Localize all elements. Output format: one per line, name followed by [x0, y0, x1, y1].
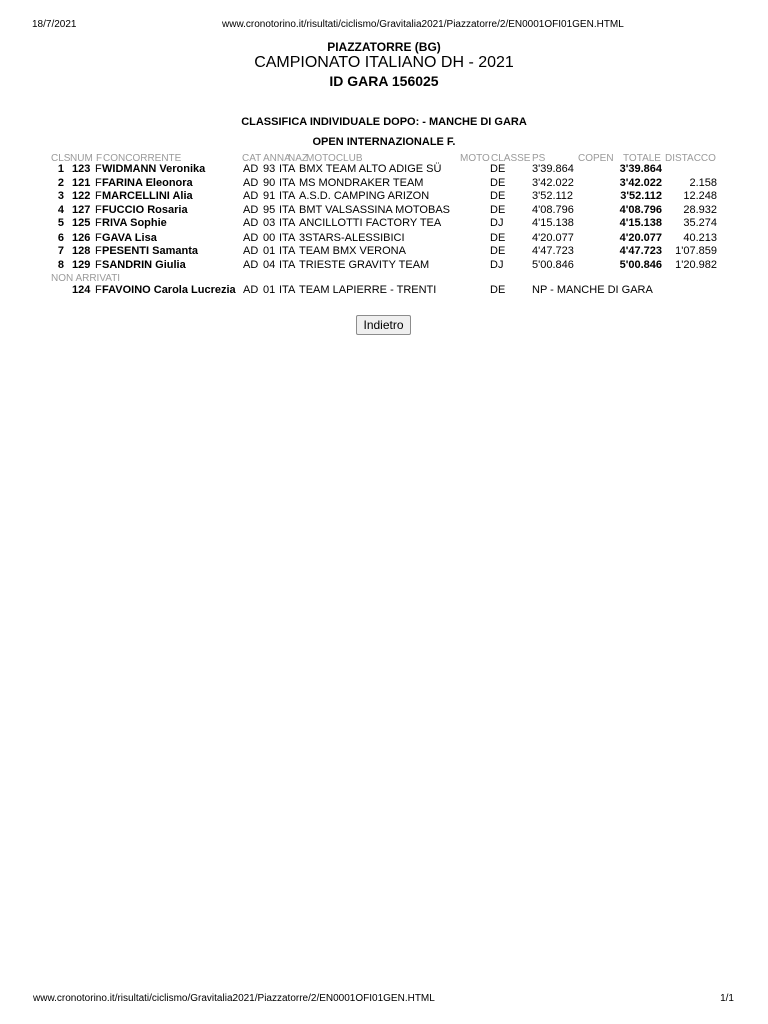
row-club: TEAM LAPIERRE - TRENTI — [299, 284, 437, 296]
row-sex: F — [95, 190, 102, 202]
row-sex: F — [95, 245, 102, 257]
print-url: www.cronotorino.it/risultati/ciclismo/Gravitalia2021/Piazzatorre/2/EN0001OFI01GEN.HTML — [222, 19, 624, 30]
col-motoclub: MOTOCLUB — [306, 153, 363, 164]
row-sex: F — [95, 204, 102, 216]
category-title: OPEN INTERNAZIONALE F. — [312, 136, 456, 148]
row-naz: ITA — [279, 190, 296, 202]
race-id: ID GARA 156025 — [329, 73, 439, 89]
row-cat: AD — [243, 232, 259, 244]
row-anno: 01 — [263, 284, 276, 296]
non-arrivati-label: NON ARRIVATI — [51, 273, 121, 284]
row-gap: 12.248 — [683, 190, 717, 202]
row-num: 124 — [72, 284, 91, 296]
row-ps: 5'00.846 — [532, 259, 574, 271]
row-cls: 3 — [57, 190, 64, 202]
row-cls: 1 — [57, 163, 64, 175]
row-anno: 93 — [263, 163, 276, 175]
row-name: FAVOINO Carola Lucrezia — [102, 284, 236, 296]
row-anno: 00 — [263, 232, 276, 244]
row-total: 4'15.138 — [619, 217, 662, 229]
row-num: 121 — [72, 177, 91, 189]
event-location: PIAZZATORRE (BG) — [327, 40, 441, 54]
print-page-number: 1/1 — [720, 993, 734, 1004]
col-distacco: DISTACCO — [665, 153, 716, 164]
row-cat: AD — [243, 217, 259, 229]
row-total: 3'42.022 — [619, 177, 662, 189]
row-cat: AD — [243, 245, 259, 257]
row-num: 125 — [72, 217, 91, 229]
row-name: SANDRIN Giulia — [102, 259, 186, 271]
row-num: 126 — [72, 232, 91, 244]
row-name: MARCELLINI Alia — [102, 190, 193, 202]
print-date: 18/7/2021 — [32, 19, 77, 30]
row-sex: F — [95, 232, 102, 244]
row-sex: F — [95, 284, 102, 296]
row-cls: 6 — [57, 232, 64, 244]
col-sex: F — [96, 153, 103, 164]
row-anno: 01 — [263, 245, 276, 257]
row-name: FUCCIO Rosaria — [102, 204, 188, 216]
row-moto: DE — [490, 177, 506, 189]
back-button[interactable]: Indietro — [356, 315, 411, 335]
row-name: FARINA Eleonora — [102, 177, 193, 189]
row-cls: 2 — [57, 177, 64, 189]
row-anno: 03 — [263, 217, 276, 229]
row-total: 4'47.723 — [619, 245, 662, 257]
row-ps: 4'15.138 — [532, 217, 574, 229]
row-cls: 7 — [57, 245, 64, 257]
row-name: RIVA Sophie — [102, 217, 167, 229]
row-moto: DE — [490, 190, 506, 202]
row-total: 3'52.112 — [620, 190, 662, 202]
row-num: 122 — [72, 190, 91, 202]
row-sex: F — [95, 217, 102, 229]
row-gap: 35.274 — [683, 217, 717, 229]
row-total: 5'00.846 — [619, 259, 662, 271]
row-club: TEAM BMX VERONA — [299, 245, 406, 257]
row-cls: 4 — [57, 204, 64, 216]
row-club: TRIESTE GRAVITY TEAM — [299, 259, 430, 271]
row-moto: DJ — [490, 217, 504, 229]
row-club: ANCILLOTTI FACTORY TEA — [299, 217, 442, 229]
row-club: BMT VALSASSINA MOTOBAS — [299, 204, 450, 216]
row-ps: 4'20.077 — [532, 232, 574, 244]
col-competitor: CONCORRENTE — [103, 153, 182, 164]
print-footer-url: www.cronotorino.it/risultati/ciclismo/Gravitalia2021/Piazzatorre/2/EN0001OFI01GEN.HTML — [33, 993, 435, 1004]
row-gap: 1'20.982 — [675, 259, 717, 271]
row-gap: 40.213 — [683, 232, 717, 244]
row-cat: AD — [243, 204, 259, 216]
row-anno: 04 — [263, 259, 276, 271]
row-naz: ITA — [279, 245, 296, 257]
col-ps: PS — [532, 153, 546, 164]
row-num: 127 — [72, 204, 91, 216]
row-num: 129 — [72, 259, 91, 271]
col-cls: CLS — [51, 153, 71, 164]
row-total: 4'08.796 — [619, 204, 662, 216]
row-moto: DE — [490, 284, 506, 296]
row-anno: 91 — [263, 190, 276, 202]
row-name: WIDMANN Veronika — [102, 163, 206, 175]
row-naz: ITA — [279, 284, 296, 296]
col-num: NUM — [70, 153, 93, 164]
row-gap: 28.932 — [683, 204, 717, 216]
row-moto: DE — [490, 245, 506, 257]
row-naz: ITA — [279, 259, 296, 271]
row-club: BMX TEAM ALTO ADIGE SÜ — [299, 163, 442, 175]
row-sex: F — [95, 163, 102, 175]
col-classe: CLASSE — [491, 153, 531, 164]
row-naz: ITA — [279, 232, 296, 244]
row-num: 123 — [72, 163, 91, 175]
row-club: 3STARS-ALESSIBICI — [299, 232, 405, 244]
row-sex: F — [95, 259, 102, 271]
row-naz: ITA — [279, 163, 296, 175]
row-name: PESENTI Samanta — [102, 245, 198, 257]
row-anno: 95 — [263, 204, 276, 216]
row-anno: 90 — [263, 177, 276, 189]
row-ps: 4'08.796 — [532, 204, 574, 216]
row-num: 128 — [72, 245, 91, 257]
row-moto: DJ — [490, 259, 504, 271]
row-naz: ITA — [279, 204, 296, 216]
row-moto: DE — [490, 204, 506, 216]
classification-title: CLASSIFICA INDIVIDUALE DOPO: - MANCHE DI GARA — [241, 116, 527, 128]
page-title: CAMPIONATO ITALIANO DH - 2021 — [254, 54, 514, 71]
col-copen: COPEN — [578, 153, 614, 164]
row-total: 4'20.077 — [619, 232, 662, 244]
row-cat: AD — [243, 190, 259, 202]
row-cls: 8 — [57, 259, 64, 271]
row-ps: 3'42.022 — [532, 177, 574, 189]
row-status: NP - MANCHE DI GARA — [532, 284, 653, 296]
row-cat: AD — [243, 259, 259, 271]
row-cls: 5 — [57, 217, 64, 229]
col-naz: NAZ — [288, 153, 308, 164]
row-naz: ITA — [279, 177, 296, 189]
row-moto: DE — [490, 232, 506, 244]
col-moto: MOTO — [460, 153, 490, 164]
row-cat: AD — [243, 163, 259, 175]
row-ps: 3'39.864 — [532, 163, 574, 175]
row-sex: F — [95, 177, 102, 189]
col-totale: TOTALE — [623, 153, 661, 164]
row-cat: AD — [243, 177, 259, 189]
row-naz: ITA — [279, 217, 296, 229]
row-ps: 3'52.112 — [532, 190, 574, 202]
row-moto: DE — [490, 163, 506, 175]
row-ps: 4'47.723 — [532, 245, 574, 257]
row-gap: 2.158 — [689, 177, 717, 189]
row-club: MS MONDRAKER TEAM — [299, 177, 424, 189]
col-anna: ANNA — [263, 153, 291, 164]
row-total: 3'39.864 — [619, 163, 662, 175]
row-gap: 1'07.859 — [675, 245, 717, 257]
row-cat: AD — [243, 284, 259, 296]
col-cat: CAT — [242, 153, 262, 164]
row-club: A.S.D. CAMPING ARIZON — [299, 190, 430, 202]
row-name: GAVA Lisa — [102, 232, 157, 244]
